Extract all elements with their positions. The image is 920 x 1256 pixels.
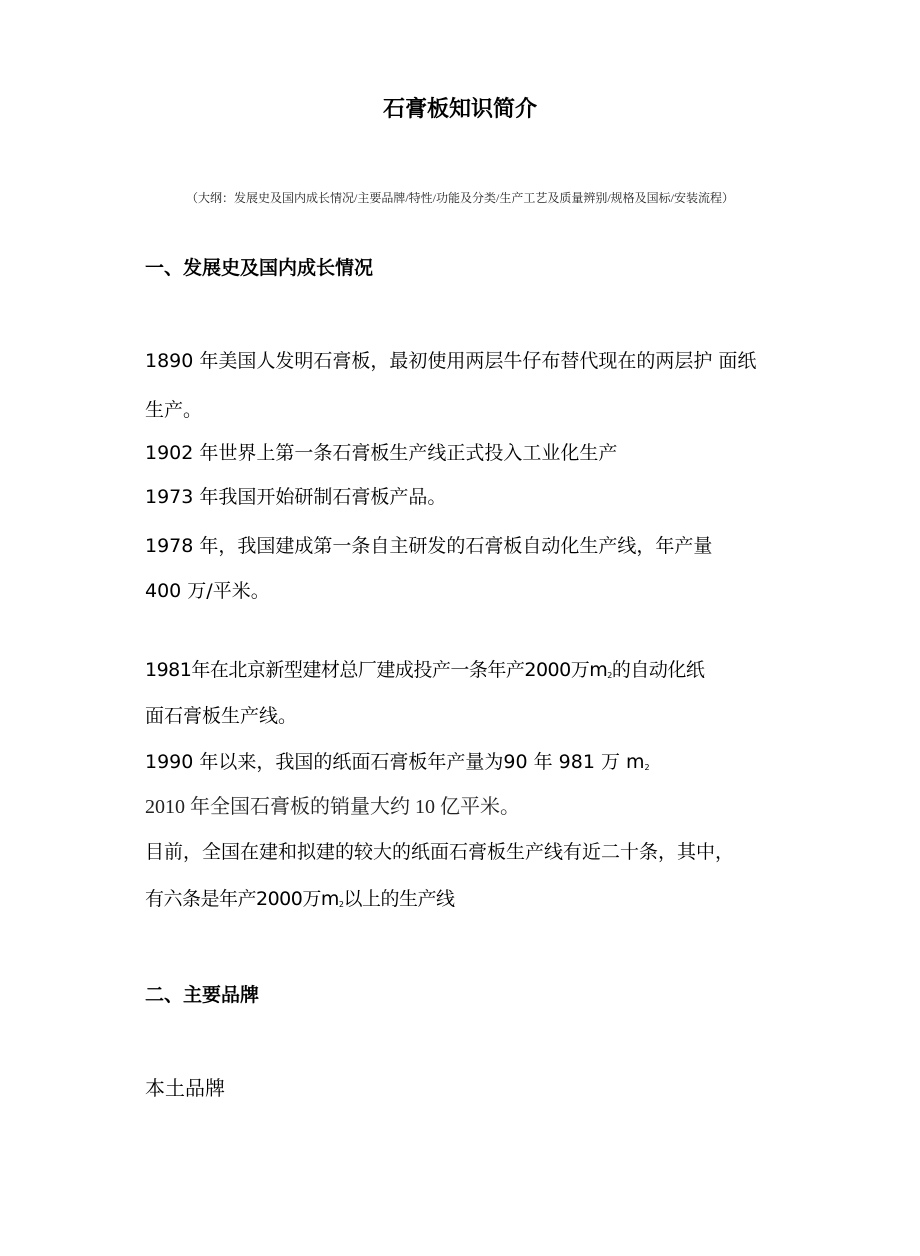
text: 1981年在北京新型建材总厂建成投产一条年产2000万m xyxy=(145,659,608,681)
paragraph-line: 1973 年我国开始研制石膏板产品。 xyxy=(145,486,447,508)
paragraph-line: 1978 年，我国建成第一条自主研发的石膏板自动化生产线，年产量 xyxy=(145,535,713,557)
paragraph-line: 400 万/平米。 xyxy=(145,580,270,602)
subscript: 2 xyxy=(644,763,650,772)
text: 以上的生产线 xyxy=(343,888,455,910)
paragraph-line: 面石膏板生产线。 xyxy=(145,705,298,727)
section-heading: 一、发展史及国内成长情况 xyxy=(145,257,374,279)
paragraph-line: 生产。 xyxy=(145,399,203,421)
text: 的自动化纸 xyxy=(611,659,705,681)
subscript: 2 xyxy=(607,671,612,680)
text: 1990 年以来，我国的纸面石膏板年产量为90 年 981 万 m xyxy=(145,751,645,773)
subheading: 本土品牌 xyxy=(145,1078,225,1100)
paragraph-line: 1902 年世界上第一条石膏板生产线正式投入工业化生产 xyxy=(145,442,618,464)
document-title: 石膏板知识简介 xyxy=(382,96,537,122)
paragraph-line: 1890 年美国人发明石膏板，最初使用两层牛仔布替代现在的两层护 面纸 xyxy=(145,350,757,372)
paragraph-line xyxy=(145,658,704,688)
paragraph-line: 目前，全国在建和拟建的较大的纸面石膏板生产线有近二十条，其中， xyxy=(145,841,735,863)
text: 有六条是年产2000万m xyxy=(145,888,339,910)
section-heading: 二、主要品牌 xyxy=(145,984,260,1006)
paragraph-line xyxy=(145,887,454,917)
outline-text: （大纲：发展史及国内成长情况/主要品牌/特性/功能及分类/生产工艺及质量辨别/规格及国标/安装流程） xyxy=(185,191,734,205)
paragraph-line: 2010 年全国石膏板的销量大约 10 亿平米。 xyxy=(145,796,520,818)
paragraph-line xyxy=(145,750,650,780)
subscript: 2 xyxy=(338,900,344,909)
